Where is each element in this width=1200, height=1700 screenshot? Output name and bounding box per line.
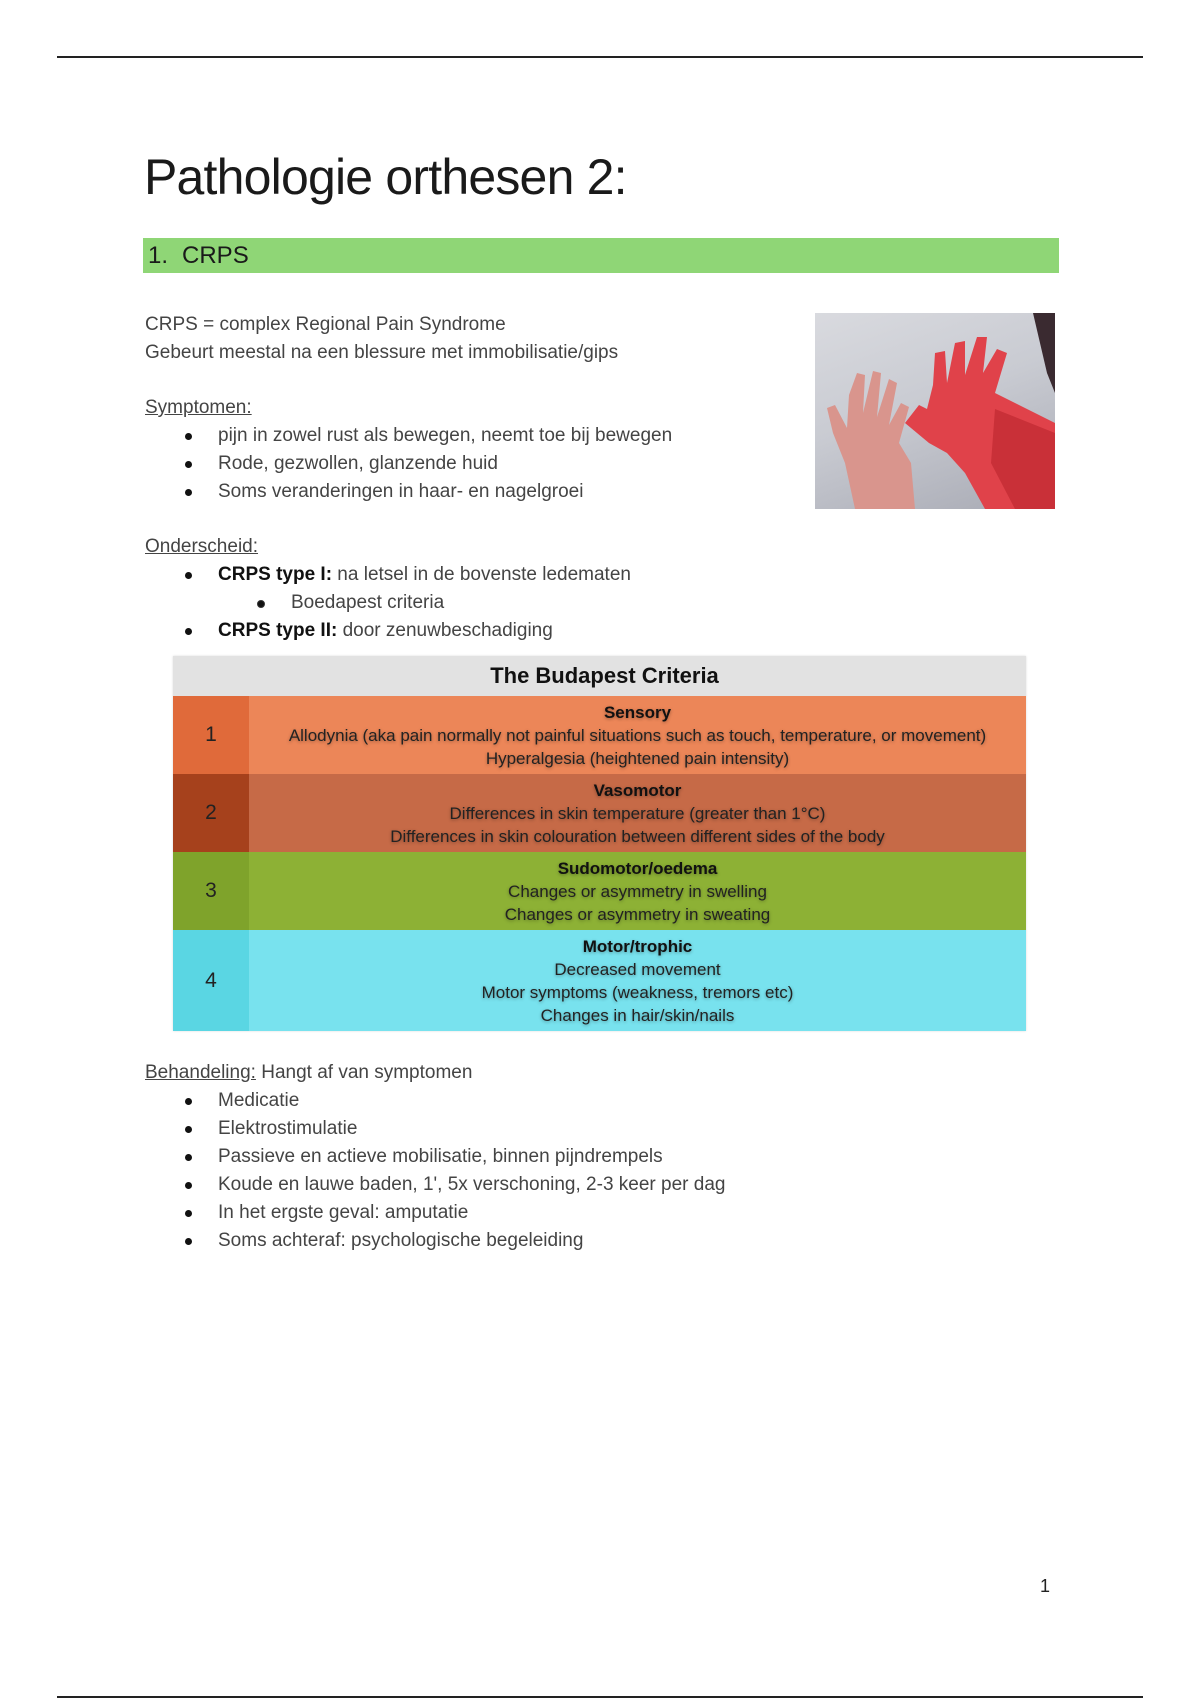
list-item: Koude en lauwe baden, 1', 5x verschoning, 2-3 keer per dag bbox=[145, 1171, 905, 1199]
crps-type2-label: CRPS type II: bbox=[218, 620, 338, 641]
list-item bbox=[145, 617, 845, 645]
criteria-number: 2 bbox=[173, 774, 249, 852]
list-item: In het ergste geval: amputatie bbox=[145, 1199, 905, 1227]
criteria-body bbox=[249, 696, 1026, 774]
hands-illustration bbox=[815, 313, 1055, 509]
budapest-title: The Budapest Criteria bbox=[173, 656, 1026, 696]
criteria-row-sensory bbox=[173, 696, 1026, 774]
list-item: Medicatie bbox=[145, 1087, 905, 1115]
list-item: Soms veranderingen in haar- en nagelgroei bbox=[145, 478, 785, 506]
section-heading-crps bbox=[143, 238, 1059, 273]
criteria-row-sudomotor bbox=[173, 852, 1026, 930]
criteria-heading: Sudomotor/oedema bbox=[557, 858, 718, 878]
list-item: pijn in zowel rust als bewegen, neemt toe bij bewegen bbox=[145, 422, 785, 450]
list-item: Passieve en actieve mobilisatie, binnen pijndrempels bbox=[145, 1143, 905, 1171]
crps-type1-text: na letsel in de bovenste ledematen bbox=[332, 564, 631, 585]
criteria-line: Differences in skin temperature (greater than 1°C) bbox=[449, 803, 826, 823]
intro-line: CRPS = complex Regional Pain Syndrome bbox=[145, 314, 506, 335]
treatment-list bbox=[145, 1087, 905, 1255]
list-item: Soms achteraf: psychologische begeleiding bbox=[145, 1227, 905, 1255]
criteria-number: 4 bbox=[173, 930, 249, 1031]
criteria-body bbox=[249, 852, 1026, 930]
intro-line: Gebeurt meestal na een blessure met immobilisatie/gips bbox=[145, 342, 619, 363]
criteria-line: Decreased movement bbox=[554, 959, 721, 979]
treatment-text: Hangt af van symptomen bbox=[255, 1062, 473, 1083]
criteria-line: Changes in hair/skin/nails bbox=[540, 1005, 735, 1025]
distinction-block bbox=[145, 533, 845, 645]
criteria-heading: Sensory bbox=[603, 702, 672, 722]
symptoms-label: Symptomen: bbox=[145, 397, 252, 418]
budapest-criteria-table bbox=[173, 656, 1026, 1031]
criteria-body bbox=[249, 774, 1026, 852]
distinction-list bbox=[145, 561, 845, 645]
list-item: Rode, gezwollen, glanzende huid bbox=[145, 450, 785, 478]
page-title: Pathologie orthesen 2: bbox=[144, 149, 627, 205]
distinction-label: Onderscheid: bbox=[145, 536, 259, 557]
treatment-label: Behandeling: bbox=[145, 1062, 256, 1083]
symptoms-list bbox=[145, 422, 785, 506]
criteria-row-vasomotor bbox=[173, 774, 1026, 852]
symptoms-block bbox=[145, 394, 785, 506]
crps-type1-label: CRPS type I: bbox=[218, 564, 333, 585]
criteria-line: Changes or asymmetry in sweating bbox=[504, 904, 771, 924]
criteria-heading: Motor/trophic bbox=[582, 936, 693, 956]
intro-block bbox=[145, 311, 618, 367]
criteria-body bbox=[249, 930, 1026, 1031]
criteria-heading: Vasomotor bbox=[593, 780, 682, 800]
crps-type2-text: door zenuwbeschadiging bbox=[337, 620, 553, 641]
section-title: CRPS bbox=[182, 241, 249, 269]
section-number: 1. bbox=[148, 241, 169, 269]
criteria-line: Hyperalgesia (heightened pain intensity) bbox=[485, 748, 790, 768]
crps-hands-photo bbox=[815, 313, 1055, 509]
criteria-line: Differences in skin colouration between different sides of the body bbox=[390, 826, 885, 846]
criteria-line: Changes or asymmetry in swelling bbox=[508, 881, 767, 901]
criteria-row-motor bbox=[173, 930, 1026, 1031]
criteria-line: Allodynia (aka pain normally not painful situations such as touch, temperature, or movement) bbox=[288, 725, 987, 745]
footer-rule bbox=[57, 1696, 1143, 1698]
criteria-number: 1 bbox=[173, 696, 249, 774]
sub-list-item: Boedapest criteria bbox=[145, 589, 845, 617]
type1-sublist bbox=[145, 589, 845, 617]
page-number: 1 bbox=[1040, 1576, 1051, 1596]
list-item bbox=[145, 561, 845, 617]
treatment-block bbox=[145, 1059, 905, 1255]
header-rule bbox=[57, 56, 1143, 58]
list-item: Elektrostimulatie bbox=[145, 1115, 905, 1143]
criteria-line: Motor symptoms (weakness, tremors etc) bbox=[481, 982, 794, 1002]
criteria-number: 3 bbox=[173, 852, 249, 930]
